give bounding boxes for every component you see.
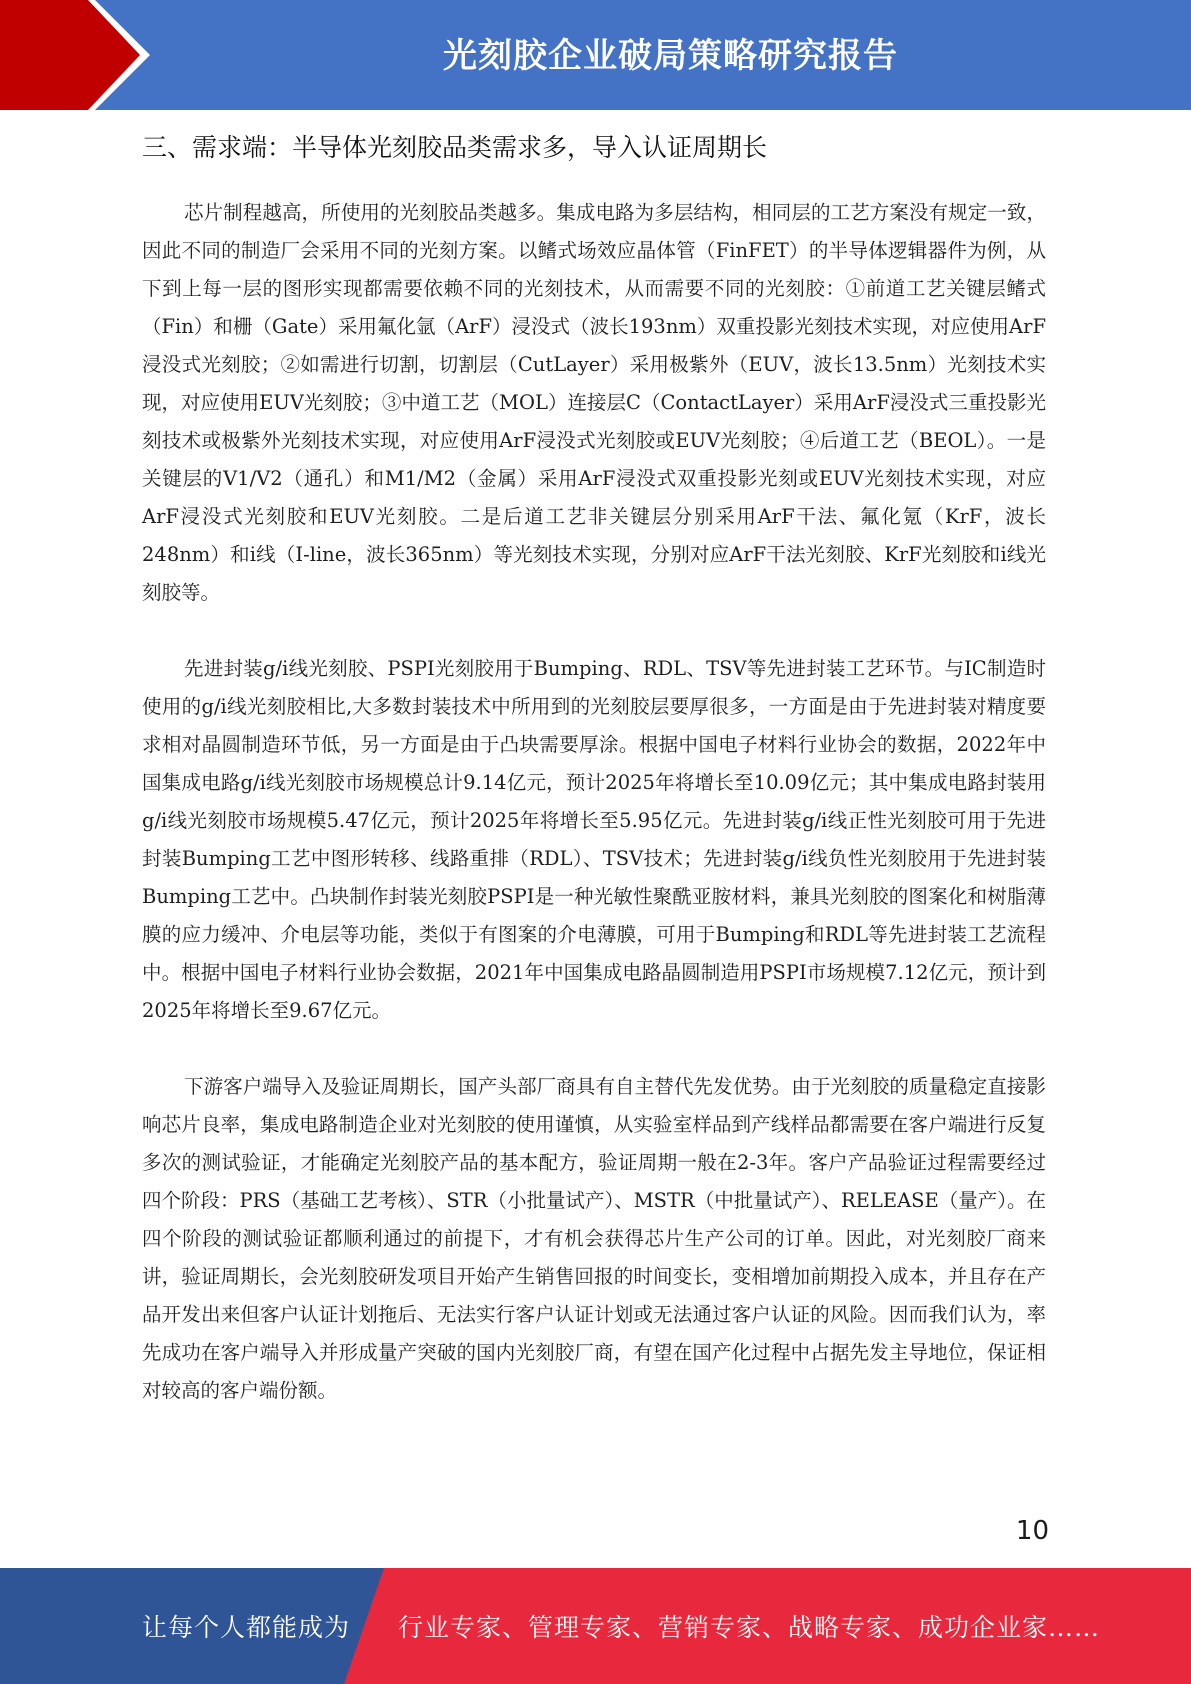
- footer-banner: [0, 1568, 1191, 1684]
- paragraph-1: 芯片制程越高，所使用的光刻胶品类越多。集成电路为多层结构，相同层的工艺方案没有规定一致，因此不同的制造厂会采用不同的光刻方案。以鳍式场效应晶体管（FinFET）的半导体逻辑器件为例，从下到上每一层的图形实现都需要依赖不同的光刻技术，从而需要不同的光刻胶：①前道工艺关键层鳍式（Fin）和栅（Gate）采用氟化氩（ArF）浸没式（波长193nm）双重投影光刻技术实现，对应使用ArF浸没式光刻胶；②如需进行切割，切割层（CutLayer）采用极紫外（EUV，波长13.5nm）光刻技术实现，对应使用EUV光刻胶；③中道工艺（MOL）连接层C（ContactLayer）采用ArF浸没式三重投影光刻技术或极紫外光刻技术实现，对应使用ArF浸没式光刻胶或EUV光刻胶；④后道工艺（BEOL）。一是关键层的V1/V2（通孔）和M1/M2（金属）采用ArF浸没式双重投影光刻或EUV光刻技术实现，对应ArF浸没式光刻胶和EUV光刻胶。二是后道工艺非关键层分别采用ArF干法、氟化氪（KrF，波长248nm）和i线（I-line，波长365nm）等光刻技术实现，分别对应ArF干法光刻胶、KrF光刻胶和i线光刻胶等。: [142, 201, 1046, 604]
- footer-slogan-left: 让每个人都能成为: [142, 1613, 351, 1642]
- header-chevron-red: [0, 0, 140, 110]
- main-content: [142, 128, 1046, 1448]
- paragraph-2: 先进封装g/i线光刻胶、PSPI光刻胶用于Bumping、RDL、TSV等先进封装工艺环节。与IC制造时使用的g/i线光刻胶相比,大多数封装技术中所用到的光刻胶层要厚很多，一方面是由于先进封装对精度要求相对晶圆制造环节低，另一方面是由于凸块需要厚涂。根据中国电子材料行业协会的数据，2022年中国集成电路g/i线光刻胶市场规模总计9.14亿元，预计2025年将增长至10.09亿元；其中集成电路封装用g/i线光刻胶市场规模5.47亿元，预计2025年将增长至5.95亿元。先进封装g/i线正性光刻胶可用于先进封装Bumping工艺中图形转移、线路重排（RDL）、TSV技术；先进封装g/i线负性光刻胶用于先进封装Bumping工艺中。凸块制作封装光刻胶PSPI是一种光敏性聚酰亚胺材料，兼具光刻胶的图案化和树脂薄膜的应力缓冲、介电层等功能，类似于有图案的介电薄膜，可用于Bumping和RDL等先进封装工艺流程中。根据中国电子材料行业协会数据，2021年中国集成电路晶圆制造用PSPI市场规模7.12亿元，预计到2025年将增长至9.67亿元。: [142, 657, 1046, 1022]
- paragraph-3: 下游客户端导入及验证周期长，国产头部厂商具有自主替代先发优势。由于光刻胶的质量稳定直接影响芯片良率，集成电路制造企业对光刻胶的使用谨慎，从实验室样品到产线样品都需要在客户端进行反复多次的测试验证，才能确定光刻胶产品的基本配方，验证周期一般在2-3年。客户产品验证过程需要经过四个阶段：PRS（基础工艺考核）、STR（小批量试产）、MSTR（中批量试产）、RELEASE（量产）。在四个阶段的测试验证都顺利通过的前提下，才有机会获得芯片生产公司的订单。因此，对光刻胶厂商来讲，验证周期长，会光刻胶研发项目开始产生销售回报的时间变长，变相增加前期投入成本，并且存在产品开发出来但客户认证计划拖后、无法实行客户认证计划或无法通过客户认证的风险。因而我们认为，率先成功在客户端导入并形成量产突破的国内光刻胶厂商，有望在国产化过程中占据先发主导地位，保证相对较高的客户端份额。: [142, 1075, 1046, 1402]
- page-number: 10: [1015, 1516, 1049, 1546]
- header-banner: [0, 0, 1191, 110]
- report-title: 光刻胶企业破局策略研究报告: [443, 35, 898, 76]
- section-heading: 三、需求端：半导体光刻胶品类需求多，导入认证周期长: [142, 133, 768, 162]
- footer-slogan-right: 行业专家、管理专家、营销专家、战略专家、成功企业家……: [398, 1613, 1101, 1642]
